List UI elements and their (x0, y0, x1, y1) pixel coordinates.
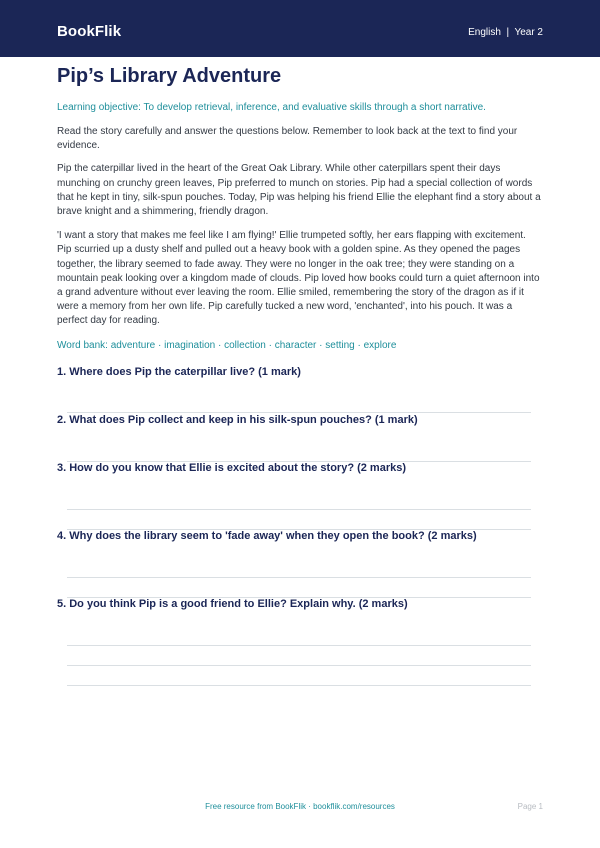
page-footer (0, 801, 600, 815)
question-1: 1. Where does Pip the caterpillar live? (1 mark) (57, 366, 301, 378)
question-4: 4. Why does the library seem to 'fade away' when they open the book? (2 marks) (57, 530, 477, 542)
page-number: Page 1 (517, 802, 543, 811)
page-title: Pip’s Library Adventure (57, 65, 282, 87)
page-header (0, 0, 600, 57)
question-3: 3. How do you know that Ellie is excited about the story? (2 marks) (57, 462, 407, 474)
answer-line[interactable] (67, 685, 531, 686)
instructions: Read the story carefully and answer the questions below. Remember to look back at the text to find your evidence. (57, 126, 518, 152)
answer-line[interactable] (67, 645, 531, 646)
footer-resource-link[interactable]: Free resource from BookFlik · bookflik.com/resources (205, 802, 395, 811)
worksheet-content (57, 64, 543, 353)
question-5: 5. Do you think Pip is a good friend to Ellie? Explain why. (2 marks) (57, 598, 408, 610)
answer-line[interactable] (67, 665, 531, 666)
story-paragraph: Pip the caterpillar lived in the heart of the Great Oak Library. While other caterpillars spent their days munching on crunchy green leaves, Pip preferred to munch on stories. Pip had a special collection of words that he kept in tiny, silk-spun pouches. Today, Pip was helping his friend Ellie the elephant find a story about a brave knight and a shimmering, friendly dragon. (57, 163, 541, 218)
learning-objective: Learning objective: To develop retrieval, inference, and evaluative skills through a short narrative. (57, 102, 486, 113)
subject-year-label: English | Year 2 (468, 27, 543, 38)
story-paragraph: 'I want a story that makes me feel like I am flying!' Ellie trumpeted softly, her ears flapping with excitement. Pip scurried up a dusty shelf and pulled out a heavy book with a golden spine. As they opened the pages together, the library seemed to fade away. They were no longer in the oak tree; they were standing on a mountain peak looking over a kingdom made of clouds. Pip loved how books could turn a quiet afternoon into a grand adventure without ever leaving the room. Ellie smiled, remembering the story of the dragon as if it were a memory from her own life. Pip carefully tucked a new word, 'enchanted', into his pouch. It was a perfect day for reading. (57, 230, 540, 327)
answer-line[interactable] (67, 509, 531, 510)
answer-line[interactable] (67, 577, 531, 578)
word-bank: Word bank: adventure · imagination · collection · character · setting · explore (57, 339, 397, 351)
question-2: 2. What does Pip collect and keep in his silk-spun pouches? (1 mark) (57, 414, 418, 426)
brand-logo: BookFlik (57, 23, 122, 40)
